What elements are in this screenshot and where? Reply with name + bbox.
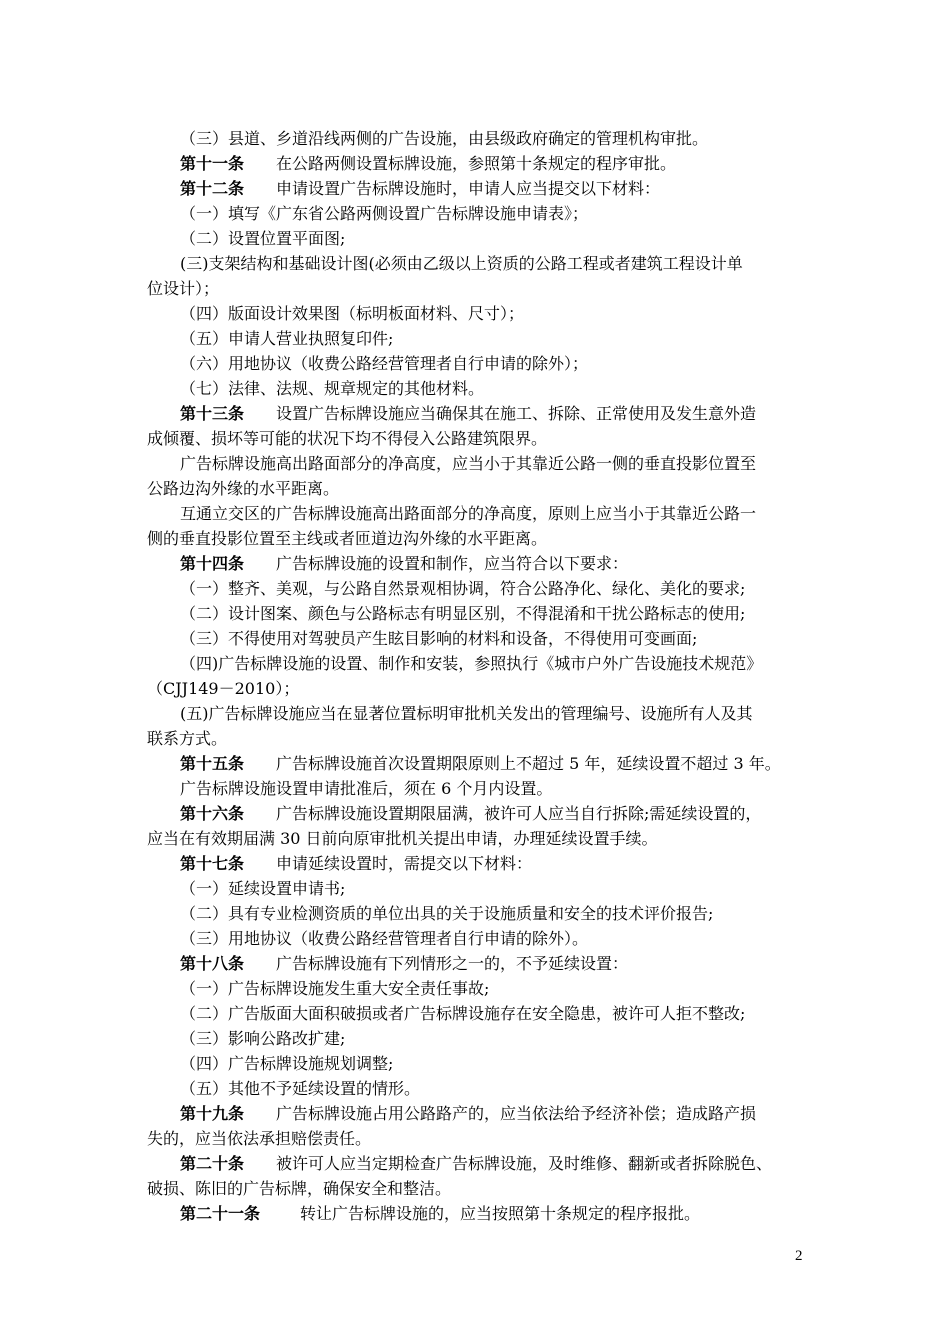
text-line: 侧的垂直投影位置至主线或者匝道边沟外缘的水平距离。 [147, 529, 548, 548]
article-line [180, 179, 660, 199]
text-line: （一）填写《广东省公路两侧设置广告标牌设施申请表》； [180, 204, 589, 223]
text-line: （六）用地协议（收费公路经营管理者自行申请的除外）； [180, 354, 589, 373]
text-line: 破损、陈旧的广告标牌，确保安全和整洁。 [147, 1179, 452, 1198]
article-number: 第二十条 [180, 1154, 245, 1173]
article-line [180, 1104, 756, 1124]
text-line: （一）延续设置申请书; [180, 879, 346, 898]
text-line: （一）整齐、美观，与公路自然景观相协调，符合公路净化、绿化、美化的要求; [180, 579, 746, 598]
text-line: 位设计）； [147, 279, 220, 298]
text-line: （二）设置位置平面图; [180, 229, 346, 248]
text-line: 失的，应当依法承担赔偿责任。 [147, 1129, 372, 1148]
article-text: 广告标牌设施首次设置期限原则上不超过 5 年，延续设置不超过 3 年。 [276, 754, 781, 773]
text-line: （三）县道、乡道沿线两侧的广告设施，由县级政府确定的管理机构审批。 [180, 129, 709, 148]
text-line: （一）广告标牌设施发生重大安全责任事故; [180, 979, 490, 998]
text-line: 广告标牌设施设置申请批准后，须在 6 个月内设置。 [180, 779, 553, 798]
text-line: （四）广告标牌设施规划调整; [180, 1054, 394, 1073]
text-line: （四）版面设计效果图（标明板面材料、尺寸）； [180, 304, 525, 323]
text-line: （三）影响公路改扩建; [180, 1029, 346, 1048]
text-line: （二）设计图案、颜色与公路标志有明显区别，不得混淆和干扰公路标志的使用; [180, 604, 746, 623]
article-number: 第十六条 [180, 804, 245, 823]
text-line: (五)广告标牌设施应当在显著位置标明审批机关发出的管理编号、设施所有人及其 [180, 704, 753, 723]
article-number: 第十九条 [180, 1104, 245, 1123]
article-text: 申请设置广告标牌设施时，申请人应当提交以下材料： [276, 179, 661, 198]
text-line: 公路边沟外缘的水平距离。 [147, 479, 340, 498]
article-text: 广告标牌设施的设置和制作，应当符合以下要求： [276, 554, 629, 573]
text-line: (三)支架结构和基础设计图(必须由乙级以上资质的公路工程或者建筑工程设计单 [180, 254, 743, 273]
text-line: （三）用地协议（收费公路经营管理者自行申请的除外）。 [180, 929, 589, 948]
article-line [180, 954, 628, 974]
article-text: 申请延续设置时，需提交以下材料： [276, 854, 533, 873]
article-text: 广告标牌设施设置期限届满，被许可人应当自行拆除;需延续设置的， [276, 804, 762, 823]
article-number: 第十七条 [180, 854, 245, 873]
article-text: 广告标牌设施有下列情形之一的，不予延续设置： [276, 954, 629, 973]
article-line [180, 1154, 772, 1174]
text-line: 互通立交区的广告标牌设施高出路面部分的净高度，原则上应当小于其靠近公路一 [180, 504, 757, 523]
article-number: 第十一条 [180, 154, 245, 173]
article-number: 第十五条 [180, 754, 245, 773]
article-line [180, 154, 676, 174]
article-text: 广告标牌设施占用公路路产的，应当依法给予经济补偿；造成路产损 [276, 1104, 757, 1123]
text-line: （五）申请人营业执照复印件; [180, 329, 394, 348]
text-line: 成倾覆、损坏等可能的状况下均不得侵入公路建筑限界。 [147, 429, 548, 448]
text-line: （七）法律、法规、规章规定的其他材料。 [180, 379, 485, 398]
text-line: （五）其他不予延续设置的情形。 [180, 1079, 421, 1098]
article-line [180, 804, 761, 824]
text-line: （二）广告版面大面积破损或者广告标牌设施存在安全隐患，被许可人拒不整改; [180, 1004, 746, 1023]
text-line: 广告标牌设施高出路面部分的净高度，应当小于其靠近公路一侧的垂直投影位置至 [180, 454, 757, 473]
article-number: 第十二条 [180, 179, 245, 198]
text-line: 联系方式。 [147, 729, 228, 748]
article-line [180, 554, 628, 574]
article-text: 设置广告标牌设施应当确保其在施工、拆除、正常使用及发生意外造 [276, 404, 757, 423]
article-number: 第十四条 [180, 554, 245, 573]
article-line [180, 754, 781, 774]
article-text: 在公路两侧设置标牌设施，参照第十条规定的程序审批。 [276, 154, 677, 173]
text-line: （三）不得使用对驾驶员产生眩目影响的材料和设备，不得使用可变画面; [180, 629, 698, 648]
article-line [180, 854, 532, 874]
article-number: 第十八条 [180, 954, 245, 973]
article-text: 被许可人应当定期检查广告标牌设施，及时维修、翻新或者拆除脱色、 [276, 1154, 773, 1173]
page-number: 2 [795, 1248, 803, 1264]
article-text: 转让广告标牌设施的，应当按照第十条规定的程序报批。 [300, 1204, 701, 1223]
article-number: 第二十一条 [180, 1204, 261, 1223]
text-line: （CJJ149－2010）； [147, 679, 300, 698]
text-line: 应当在有效期届满 30 日前向原审批机关提出申请，办理延续设置手续。 [147, 829, 658, 848]
article-line [180, 1204, 700, 1224]
text-line: （二）具有专业检测资质的单位出具的关于设施质量和安全的技术评价报告; [180, 904, 714, 923]
article-number: 第十三条 [180, 404, 245, 423]
text-line: （四)广告标牌设施的设置、制作和安装，参照执行《城市户外广告设施技术规范》 [180, 654, 763, 673]
article-line [180, 404, 756, 424]
